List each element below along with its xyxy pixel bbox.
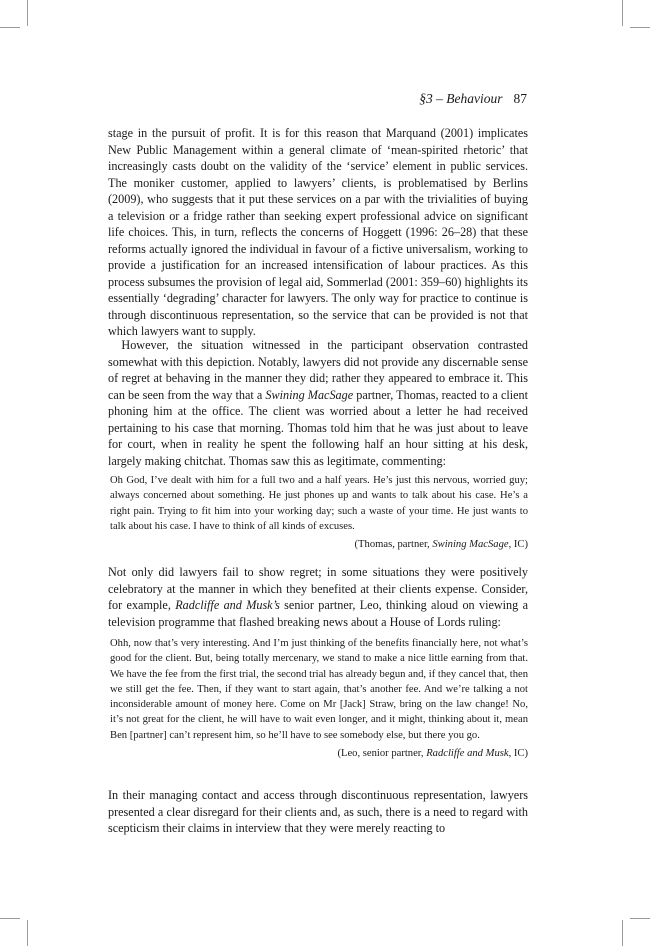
paragraph-1: stage in the pursuit of profit. It is for this reason that Marquand (2001) implicates New Public Management within a general climate of ‘mean-spirited rhetoric’ that increasingly casts doubt on the validity of the ‘service’ element in public services. The moniker customer, applied to lawyers’ clients, is problematised by Berlins (2009), who suggests that it put these services on a par with the trivialities of buying a television or a fridge rather than seeking expert professional advice on significant life choices. This, in turn, reflects the concerns of Hoggett (1996: 26–28) that these reforms actually ignored the individual in favour of a fictive universalism, working to provide a justification for an increased intensification of labour practices. As this process subsumes the provision of legal aid, Sommerlad (2001: 359–60) highlights its essentially ‘degrading’ character for lawyers. The only way for practice to continue is through discontinuous representation, so the service that can be provided is not that which lawyers want to supply. (108, 126, 528, 338)
firm-name: Swining MacSage (265, 387, 354, 402)
paragraph-text: Not only did lawyers fail to show regret; in some situations they were positively celebratory at the manner in which they benefited at their clients expense. Consider, for example, (108, 565, 528, 612)
crop-mark (27, 0, 28, 26)
attribution-text: , IC) (508, 748, 528, 760)
paragraph-text: However, the situation witnessed in the participant observation contrasted somewhat with this depiction. Notably, lawyers did not provide any discernable sense of regret at behaving in the manner they did; rather they appeared to embrace it. This can be seen from the way that a (108, 338, 528, 402)
section-title: §3 – Behaviour (419, 91, 503, 106)
running-header (419, 91, 527, 107)
attribution-text: (Thomas, partner, (354, 539, 433, 551)
paragraph-2 (108, 337, 528, 469)
crop-mark (0, 27, 20, 28)
crop-mark (622, 920, 623, 946)
paragraph-text: partner, Thomas, reacted to a client phoning him at the office. The client was worried about a letter he had received pertaining to his case that morning. Thomas told him that he was just about to leave for court, when in reality he spent the following half an hour sitting at his desk, largely making chitchat. Thomas saw this as legitimate, commenting: (108, 387, 529, 468)
crop-mark (27, 920, 28, 946)
quote-text: Ohh, now that’s very interesting. And I’m just thinking of the benefits financially here, not what’s good for the client. But, being totally mercenary, we stand to make a nice little earning from that. We have the fee from the first trial, the second trial has already begun and, if they cancel that, then we still get the fee. Then, if they want to start again, that’s another fee. And we’re talking a not inconsiderable amount of money here. Come on Mr [Jack] Straw, bring on the law change! No, it’s not great for the client, he will have to wait even longer, and it might, thinking about it, mean Ben [partner] can’t represent him, so he’ll have to see somebody else, but there you go. (110, 638, 528, 741)
attribution-text: (Leo, senior partner, (337, 748, 427, 760)
quote-text: Oh God, I’ve dealt with him for a full two and a half years. He’s just this nervous, worried guy; always concerned about something. He just phones up and wants to talk about his case. He’s a right pain. Trying to fit him into your working day; such a waste of your time. He just wants to talk about his case. I have to think of all kinds of excuses. (110, 475, 528, 532)
paragraph-3 (108, 564, 528, 630)
block-quote-2 (108, 636, 528, 761)
firm-name: Swining MacSage (432, 539, 509, 551)
block-quote-1 (108, 473, 528, 552)
page-number: 87 (513, 91, 527, 106)
firm-name: Radcliffe and Musk’s (175, 598, 280, 612)
firm-name: Radcliffe and Musk (426, 748, 509, 760)
quote-attribution (108, 746, 528, 761)
paragraph-text: senior partner, Leo, thinking aloud on viewing a television programme that flashed breaking news about a House of Lords ruling: (108, 598, 528, 629)
crop-mark (622, 0, 623, 26)
crop-mark (630, 27, 650, 28)
crop-mark (630, 918, 650, 919)
quote-attribution (108, 537, 528, 552)
attribution-text: , IC) (508, 539, 528, 551)
crop-mark (0, 918, 20, 919)
paragraph-4: In their managing contact and access through discontinuous representation, lawyers presented a clear disregard for their clients and, as such, there is a need to regard with scepticism their claims in interview that they were merely reacting to (108, 788, 528, 835)
